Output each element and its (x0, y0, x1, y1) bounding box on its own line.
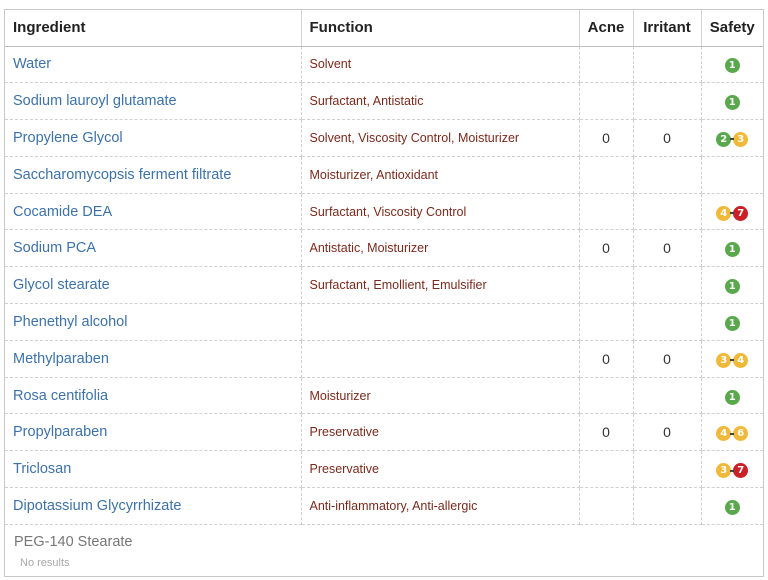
safety-score-badge: 1 (725, 316, 740, 331)
irritant-rating (633, 377, 701, 414)
safety-score-badge: 3 (733, 132, 748, 147)
acne-rating (579, 304, 633, 341)
ingredient-name-link[interactable]: Saccharomycopsis ferment filtrate (5, 156, 301, 193)
acne-rating: 0 (579, 340, 633, 377)
acne-rating: 0 (579, 120, 633, 157)
ingredient-function: Moisturizer (301, 377, 579, 414)
ingredient-name-link[interactable]: Rosa centifolia (5, 377, 301, 414)
irritant-rating (633, 156, 701, 193)
range-dash (730, 212, 734, 214)
safety-score-badge: 2 (716, 132, 731, 147)
safety-badges (716, 132, 748, 147)
safety-score-badge: 1 (725, 58, 740, 73)
ingredient-function: Preservative (301, 451, 579, 488)
range-dash (730, 433, 734, 435)
safety-badges (725, 279, 740, 294)
safety-score-badge: 4 (733, 353, 748, 368)
safety-rating (701, 451, 763, 488)
safety-rating (701, 156, 763, 193)
ingredient-name-link[interactable]: Triclosan (5, 451, 301, 488)
safety-rating (701, 340, 763, 377)
table-row (5, 414, 763, 451)
safety-score-badge: 1 (725, 95, 740, 110)
table-row (5, 156, 763, 193)
irritant-rating (633, 267, 701, 304)
safety-rating (701, 304, 763, 341)
acne-rating (579, 267, 633, 304)
ingredient-function: Surfactant, Antistatic (301, 83, 579, 120)
header-ingredient: Ingredient (5, 10, 301, 46)
table-header-row (5, 10, 763, 46)
safety-rating (701, 377, 763, 414)
pending-ingredient-row (5, 524, 763, 576)
safety-badges (716, 353, 748, 368)
safety-rating (701, 414, 763, 451)
acne-rating: 0 (579, 414, 633, 451)
irritant-rating (633, 46, 701, 83)
no-results-text: No results (20, 557, 70, 569)
irritant-rating (633, 304, 701, 341)
irritant-rating: 0 (633, 340, 701, 377)
safety-badges (725, 95, 740, 110)
ingredient-function: Moisturizer, Antioxidant (301, 156, 579, 193)
ingredient-name-link[interactable]: Propylparaben (5, 414, 301, 451)
ingredient-name-link[interactable]: Sodium lauroyl glutamate (5, 83, 301, 120)
safety-rating (701, 267, 763, 304)
safety-score-badge: 4 (716, 206, 731, 221)
ingredient-name-link[interactable]: Water (5, 46, 301, 83)
ingredient-function: Anti-inflammatory, Anti-allergic (301, 488, 579, 525)
safety-score-badge: 1 (725, 390, 740, 405)
table-row (5, 267, 763, 304)
header-acne: Acne (579, 10, 633, 46)
table-row (5, 230, 763, 267)
header-function: Function (301, 10, 579, 46)
safety-score-badge: 4 (716, 426, 731, 441)
pending-ingredient-name: PEG-140 Stearate (14, 534, 133, 550)
safety-score-badge: 1 (725, 242, 740, 257)
ingredient-table (5, 10, 763, 525)
table-row (5, 83, 763, 120)
acne-rating (579, 451, 633, 488)
table-row (5, 304, 763, 341)
acne-rating (579, 377, 633, 414)
irritant-rating: 0 (633, 414, 701, 451)
acne-rating (579, 488, 633, 525)
ingredient-function: Surfactant, Viscosity Control (301, 193, 579, 230)
acne-rating: 0 (579, 230, 633, 267)
ingredient-name-link[interactable]: Dipotassium Glycyrrhizate (5, 488, 301, 525)
ingredient-function: Surfactant, Emollient, Emulsifier (301, 267, 579, 304)
safety-score-badge: 6 (733, 426, 748, 441)
ingredient-name-link[interactable]: Methylparaben (5, 340, 301, 377)
safety-score-badge: 7 (733, 206, 748, 221)
table-row (5, 120, 763, 157)
ingredient-name-link[interactable]: Phenethyl alcohol (5, 304, 301, 341)
safety-badges (716, 463, 748, 478)
safety-score-badge: 1 (725, 500, 740, 515)
safety-score-badge: 7 (733, 463, 748, 478)
irritant-rating: 0 (633, 230, 701, 267)
safety-badges (725, 242, 740, 257)
table-row (5, 451, 763, 488)
acne-rating (579, 156, 633, 193)
safety-badges (716, 426, 748, 441)
acne-rating (579, 46, 633, 83)
irritant-rating (633, 488, 701, 525)
safety-badges (725, 316, 740, 331)
ingredient-function: Antistatic, Moisturizer (301, 230, 579, 267)
ingredient-function: Solvent (301, 46, 579, 83)
irritant-rating (633, 193, 701, 230)
ingredient-function: Preservative (301, 414, 579, 451)
range-dash (730, 359, 734, 361)
ingredient-table-panel (4, 9, 764, 577)
safety-rating (701, 120, 763, 157)
ingredient-function (301, 304, 579, 341)
ingredient-name-link[interactable]: Glycol stearate (5, 267, 301, 304)
ingredient-name-link[interactable]: Propylene Glycol (5, 120, 301, 157)
table-row (5, 488, 763, 525)
ingredient-name-link[interactable]: Sodium PCA (5, 230, 301, 267)
table-row (5, 377, 763, 414)
safety-badges (716, 206, 748, 221)
safety-rating (701, 193, 763, 230)
irritant-rating: 0 (633, 120, 701, 157)
table-row (5, 193, 763, 230)
acne-rating (579, 83, 633, 120)
safety-badges (725, 500, 740, 515)
safety-rating (701, 46, 763, 83)
safety-badges (725, 58, 740, 73)
header-irritant: Irritant (633, 10, 701, 46)
safety-score-badge: 3 (716, 463, 731, 478)
safety-score-badge: 3 (716, 353, 731, 368)
header-safety: Safety (701, 10, 763, 46)
safety-badges (725, 390, 740, 405)
safety-rating (701, 488, 763, 525)
table-row (5, 340, 763, 377)
ingredient-function: Solvent, Viscosity Control, Moisturizer (301, 120, 579, 157)
ingredient-name-link[interactable]: Cocamide DEA (5, 193, 301, 230)
safety-rating (701, 230, 763, 267)
ingredient-function (301, 340, 579, 377)
safety-score-badge: 1 (725, 279, 740, 294)
range-dash (730, 138, 734, 140)
irritant-rating (633, 451, 701, 488)
safety-rating (701, 83, 763, 120)
range-dash (730, 470, 734, 472)
table-row (5, 46, 763, 83)
acne-rating (579, 193, 633, 230)
irritant-rating (633, 83, 701, 120)
